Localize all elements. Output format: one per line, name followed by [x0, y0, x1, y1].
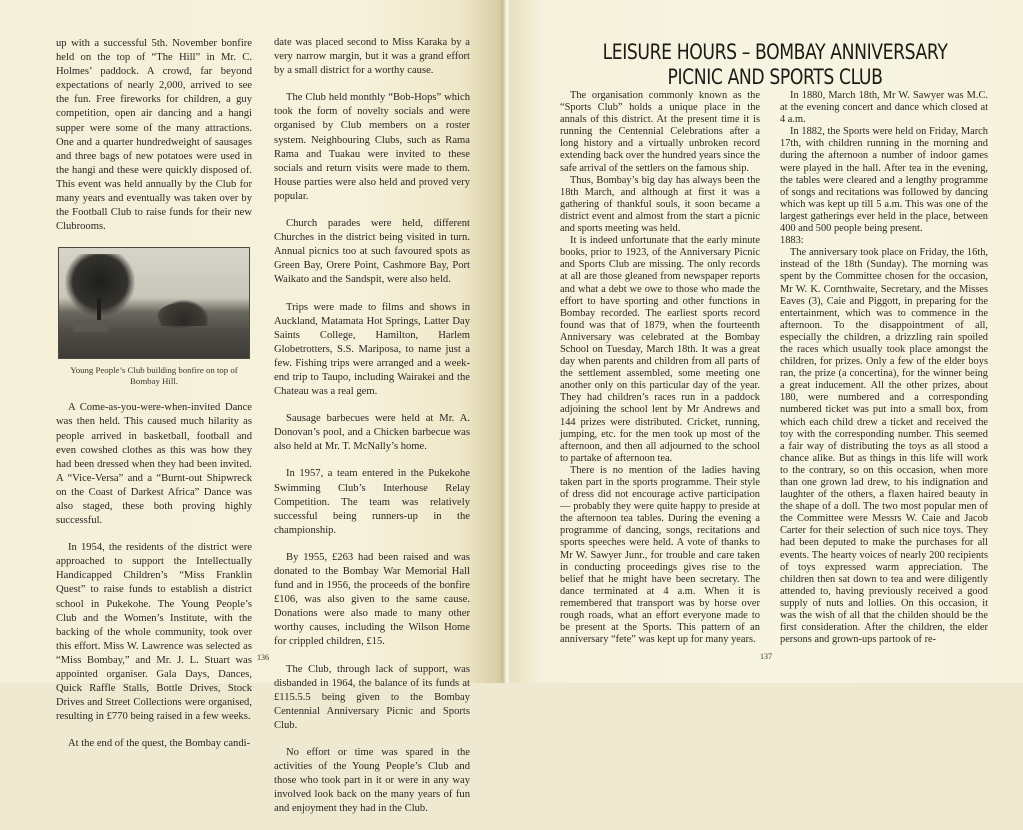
- article-title-line-1: LEISURE HOURS – BOMBAY ANNIVERSARY: [602, 40, 948, 64]
- paragraph: date was placed second to Miss Karaka by a very narrow margin, but it was a grand effort by a small district for a worthy cause.: [274, 37, 470, 77]
- paragraph: In 1954, the residents of the district were approached to support the Intellectually Handicapped Children’s “Miss Franklin Quest” to raise funds to establish a district school in Pukekohe. The Young People’s Club and the Women’s Institute, with the backing of the whole community, took over this effort. Miss W. Lawrence was selected as “Miss Bombay,” and Mr. J. L. Stuart was appointed organiser. Gala Days, Dances, Quick Raffle Stalls, Bottle Drives, Stock Drives and Street Collections were organised, resulting in £770 being raised in a few weeks.: [56, 542, 252, 723]
- paragraph: up with a successful 5th. November bonfire held on the top of “The Hill” in Mr. C. Holmes’ paddock. A crowd, far beyond expectations of nearly 2,000, arrived to see the fun. Free fireworks for children, a guy competition, open air dancing and a hangi supper were some of the many attractions. One and a quarter hundredweight of sausages and three bags of new potatoes were used in the hangi and these were quickly disposed of. This event was held annually by the Club for many years and eventually was taken over by the Football Club to raise funds for their new Clubrooms.: [56, 38, 252, 233]
- paragraph: The anniversary took place on Friday, the 16th, instead of the 18th (Sunday). The morning was spent by the Committee chosen for the occasion, Mr W. K. Cornthwaite, Secretary, and the Misses Eaves (3), Caie and Piggott, in preparing for the entertainment, which was to commence in the afternoon. To the disappointment of all, especially the children, a drizzling rain spoiled the races which usually took place amongst the children, for prizes. Only a few of the elder boys ran, the prize (a concertina), for the winner being a great inducement. All the other prizes, about 180, were numbered and a corresponding numbered ticket was put into a small box, from which each child drew a ticket and received the toy with the corresponding number. This seemed a fair way of distributing the toys as all stood a chance alike. But as things in this life will work to the contrary, so on this occasion, when more than one grown lad drew, to his indignation and laughter of the others, a flaxen haired beauty in the shape of a doll. The two most popular men of the Committee were Messrs W. Caie and Jacob Carter for their selection of such nice toys. They had been deputed to make the purchases for all events. The hearty voices of nearly 200 recipients of toys expressed warm appreciation. The children then sat down to tea and were diligently attended to, having previously received a good supply of nuts and lollies. On this occasion, it was the wish of all that the childen should be the first consideration. After the children, the elder persons and grown-ups partook of re-: [780, 247, 988, 646]
- paragraph: In 1880, March 18th, Mr W. Sawyer was M.C. at the evening concert and dance which closed at 4 a.m.: [780, 90, 988, 126]
- left-page-column-2: [274, 36, 470, 830]
- paragraph: The Club held monthly “Bob-Hops” which took the form of novelty socials and were organised by Club members on a roster system. Neighbouring Clubs, such as Rama Rama and Tuakau were invited to these socials and return visits were made to them. House parties were also held and proved very popular.: [274, 92, 470, 202]
- paragraph: Sausage barbecues were held at Mr. A. Donovan’s pool, and a Chicken barbecue was also held at Mr. T. McNally’s home.: [274, 413, 470, 453]
- right-page-column-2: [780, 90, 988, 646]
- photo-bonfire-image: [58, 247, 250, 359]
- page-number-right: 137: [760, 652, 772, 661]
- article-title-line-2: PICNIC AND SPORTS CLUB: [667, 65, 883, 89]
- bonfire-pile-shape: [159, 300, 209, 326]
- paragraph: It is indeed unfortunate that the early minute books, prior to 1923, of the Anniversary Picnic and Sports Club are missing. The only records at all are those gleaned from newspaper reports and what a debt we owe to those who made the effort to have sporting and other functions in Bombay recorded. The earliest sports record found was that of 1879, when the fourteenth Anniversary was celebrated at the Bombay School on Tuesday, March 18th. It was a great day when parents and children from all parts of the settlement assembled, some meeting one another only on this particular day of the year. They had children’s races run in a paddock adjoining the school lent by Mr Andrews and 144 prizes were distributed. Cricket, running, jumping, etc. for the men took up most of the afternoon, and then all adjourned to the school to partake of afternoon tea.: [560, 235, 760, 464]
- paragraph: At the end of the quest, the Bombay candi-: [68, 738, 251, 750]
- paragraph: In 1882, the Sports were held on Friday, March 17th, with children running in the morning and during the afternoon a number of indoor games were played in the hall. After tea in the evening, the tables were cleared and a lengthy programme of songs and recitations was followed by dancing which was kept up till 5 a.m. This was one of the largest gatherings ever held in the place, between 400 and 500 people being present.: [780, 126, 988, 235]
- paragraph: Thus, Bombay’s big day has always been the 18th March, and although at first it was a gathering of thankful souls, it soon became a district event and almost from the start a picnic and sports meeting was held.: [560, 174, 760, 235]
- paragraph: Trips were made to films and shows in Auckland, Matamata Hot Springs, Latter Day Saints College, Hamilton, Harlem Globetrotters, S.S. Mariposa, to name just a few. Fishing trips were arranged and a week-end trip to Taupo, including Wairakei and the Chateau was a real gem.: [274, 301, 470, 398]
- right-page-column-1: [560, 90, 760, 646]
- paragraph: The organisation commonly known as the “Sports Club” holds a unique place in the annals of this district. At the present time it is running the Centennial Celebrations after a long history and a virtually unbroken record extending back over the hundred years since the safe arrival of the settlers on the famous ship.: [560, 90, 760, 174]
- paragraph: There is no mention of the ladies having taken part in the sports programme. Their style of dress did not encourage active participation — probably they were quite happy to preside at the afternoon tea tables. During the evening a programme of dancing, songs, recitations and sports speeches were held. A vote of thanks to Mr W. Sawyer Junr., for trouble and care taken in conducting proceedings gives rise to the belief that he might have been secretary. The dance terminated at 4 a.m. When it is remembered that transport was by horse over rough roads, what an effort everyone made to be present at the Sports. This pattern of an anniversary “fete” was kept up for many years.: [560, 464, 760, 646]
- paragraph: The Club, through lack of support, was disbanded in 1964, the balance of its funds at £115.5.5 being given to the Bombay Centennial Anniversary Picnic and Sports Club.: [274, 663, 470, 731]
- paragraph: A Come-as-you-were-when-invited Dance was then held. This caused much hilarity as people arrived in basketball, football and even cowshed clothes as this was how they had been dressed when they had been invited. A “Vice-Versa” and a “Burnt-out Shipwreck on the Coast of Darkest Africa” Dance was also staged, these both proving highly successful.: [56, 402, 252, 527]
- left-page-column-1: [56, 37, 252, 764]
- paragraph: Church parades were held, different Churches in the district being visited in turn. Annual picnics too at such favoured spots as Green Bay, Orere Point, Cashmore Bay, Port Waikato and the Sandspit, were also held.: [274, 218, 470, 286]
- book-gutter: [502, 0, 510, 683]
- paragraph: No effort or time was spared in the activities of the Young People’s Club and those who took part in it or were in any way involved look back on the many years of fun and enjoyment they had in the Club.: [274, 747, 470, 815]
- page-number-left: 136: [257, 653, 269, 662]
- tree-trunk-shape: [97, 298, 101, 322]
- car-shape: [73, 320, 109, 332]
- article-title: [599, 40, 952, 90]
- paragraph: By 1955, £263 had been raised and was donated to the Bombay War Memorial Hall fund and in 1956, the proceeds of the bonfire £106, was also given to the same cause. Donations were also made to many other worthy causes, including the Wilson Home for crippled children, £15.: [274, 551, 470, 648]
- left-page: [0, 0, 502, 815]
- paragraph: In 1957, a team entered in the Pukekohe Swimming Club’s Interhouse Relay Competition. The team was relatively successful being runners-up in the championship.: [274, 468, 470, 536]
- photo-caption: Young People’s Club building bonfire on top of Bombay Hill.: [70, 365, 238, 387]
- year-heading: 1883:: [780, 235, 804, 247]
